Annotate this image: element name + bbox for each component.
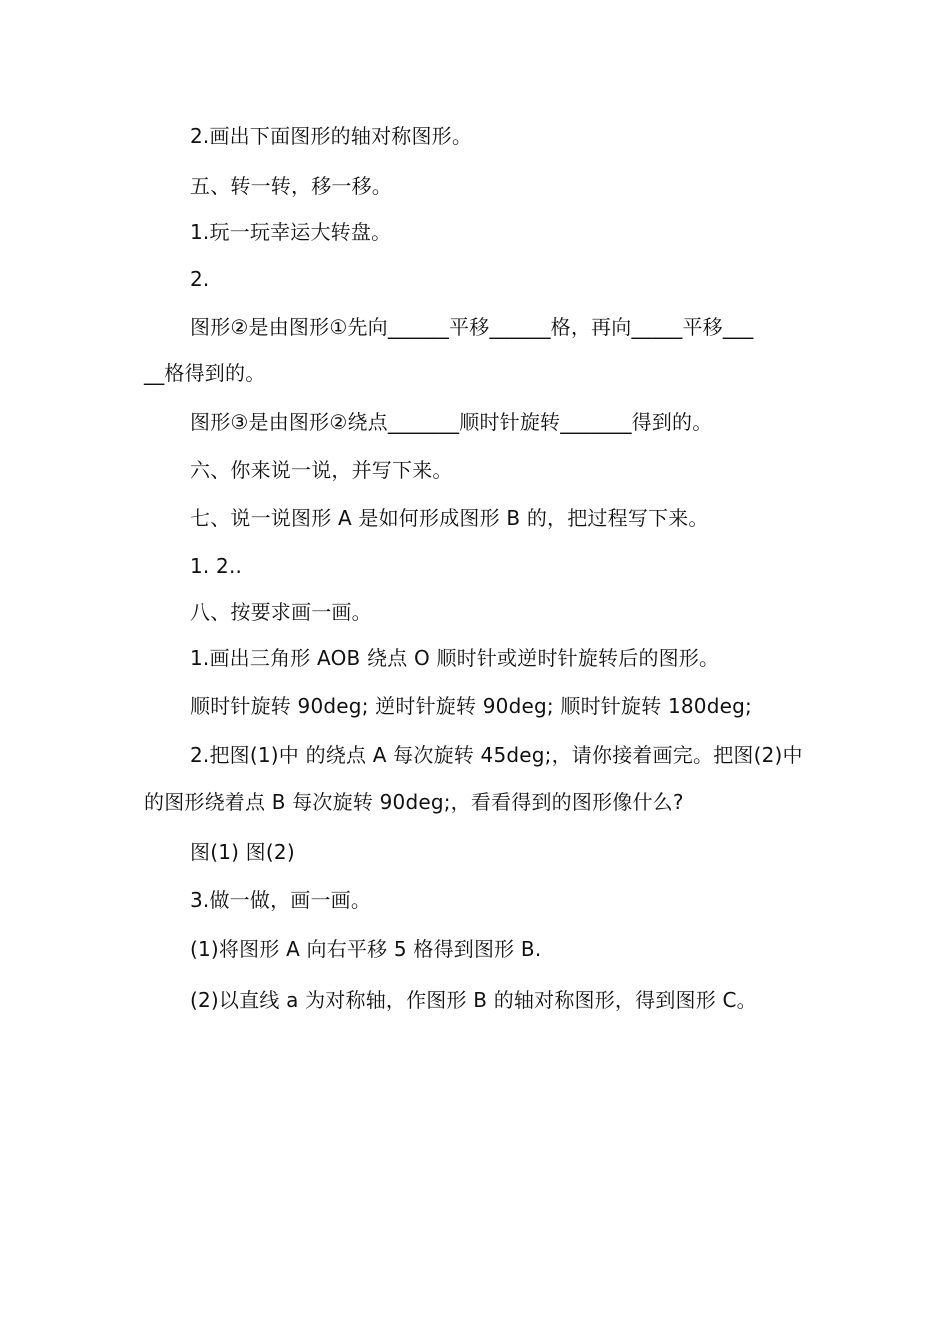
section-7-heading: 七、说一说图形 A 是如何形成图形 B 的，把过程写下来。 [190,506,709,530]
section-6-heading: 六、你来说一说，并写下来。 [190,458,453,482]
question-3-part-1: (1)将图形 A 向右平移 5 格得到图形 B. [190,937,542,961]
section-7-items: 1. 2.. [190,554,243,578]
question-3-part-2: (2)以直线 a 为对称轴，作图形 B 的轴对称图形，得到图形 C。 [190,988,757,1012]
section-5-question-2: 2. [190,267,210,291]
section-8-question-2-continued: 的图形绕着点 B 每次旋转 90deg;，看看得到的图形像什么? [144,790,684,814]
translation-fill-blank: 图形②是由图形①先向______平移______格，再向_____平移___ [190,315,754,339]
rotation-fill-blank: 图形③是由图形②绕点_______顺时针旋转_______得到的。 [190,410,713,434]
translation-fill-blank-continued: __格得到的。 [144,361,266,385]
question-2-draw-symmetric: 2.画出下面图形的轴对称图形。 [190,124,473,148]
section-8-heading: 八、按要求画一画。 [190,600,372,624]
rotation-options: 顺时针旋转 90deg; 逆时针旋转 90deg; 顺时针旋转 180deg; [190,694,752,718]
section-8-question-3: 3.做一做，画一画。 [190,888,372,912]
section-5-question-1: 1.玩一玩幸运大转盘。 [190,220,392,244]
section-8-question-1: 1.画出三角形 AOB 绕点 O 顺时针或逆时针旋转后的图形。 [190,646,720,670]
section-5-heading: 五、转一转，移一移。 [190,174,392,198]
figure-labels: 图(1) 图(2) [190,840,295,864]
section-8-question-2: 2.把图(1)中 的绕点 A 每次旋转 45deg;，请你接着画完。把图(2)中 [190,743,803,767]
